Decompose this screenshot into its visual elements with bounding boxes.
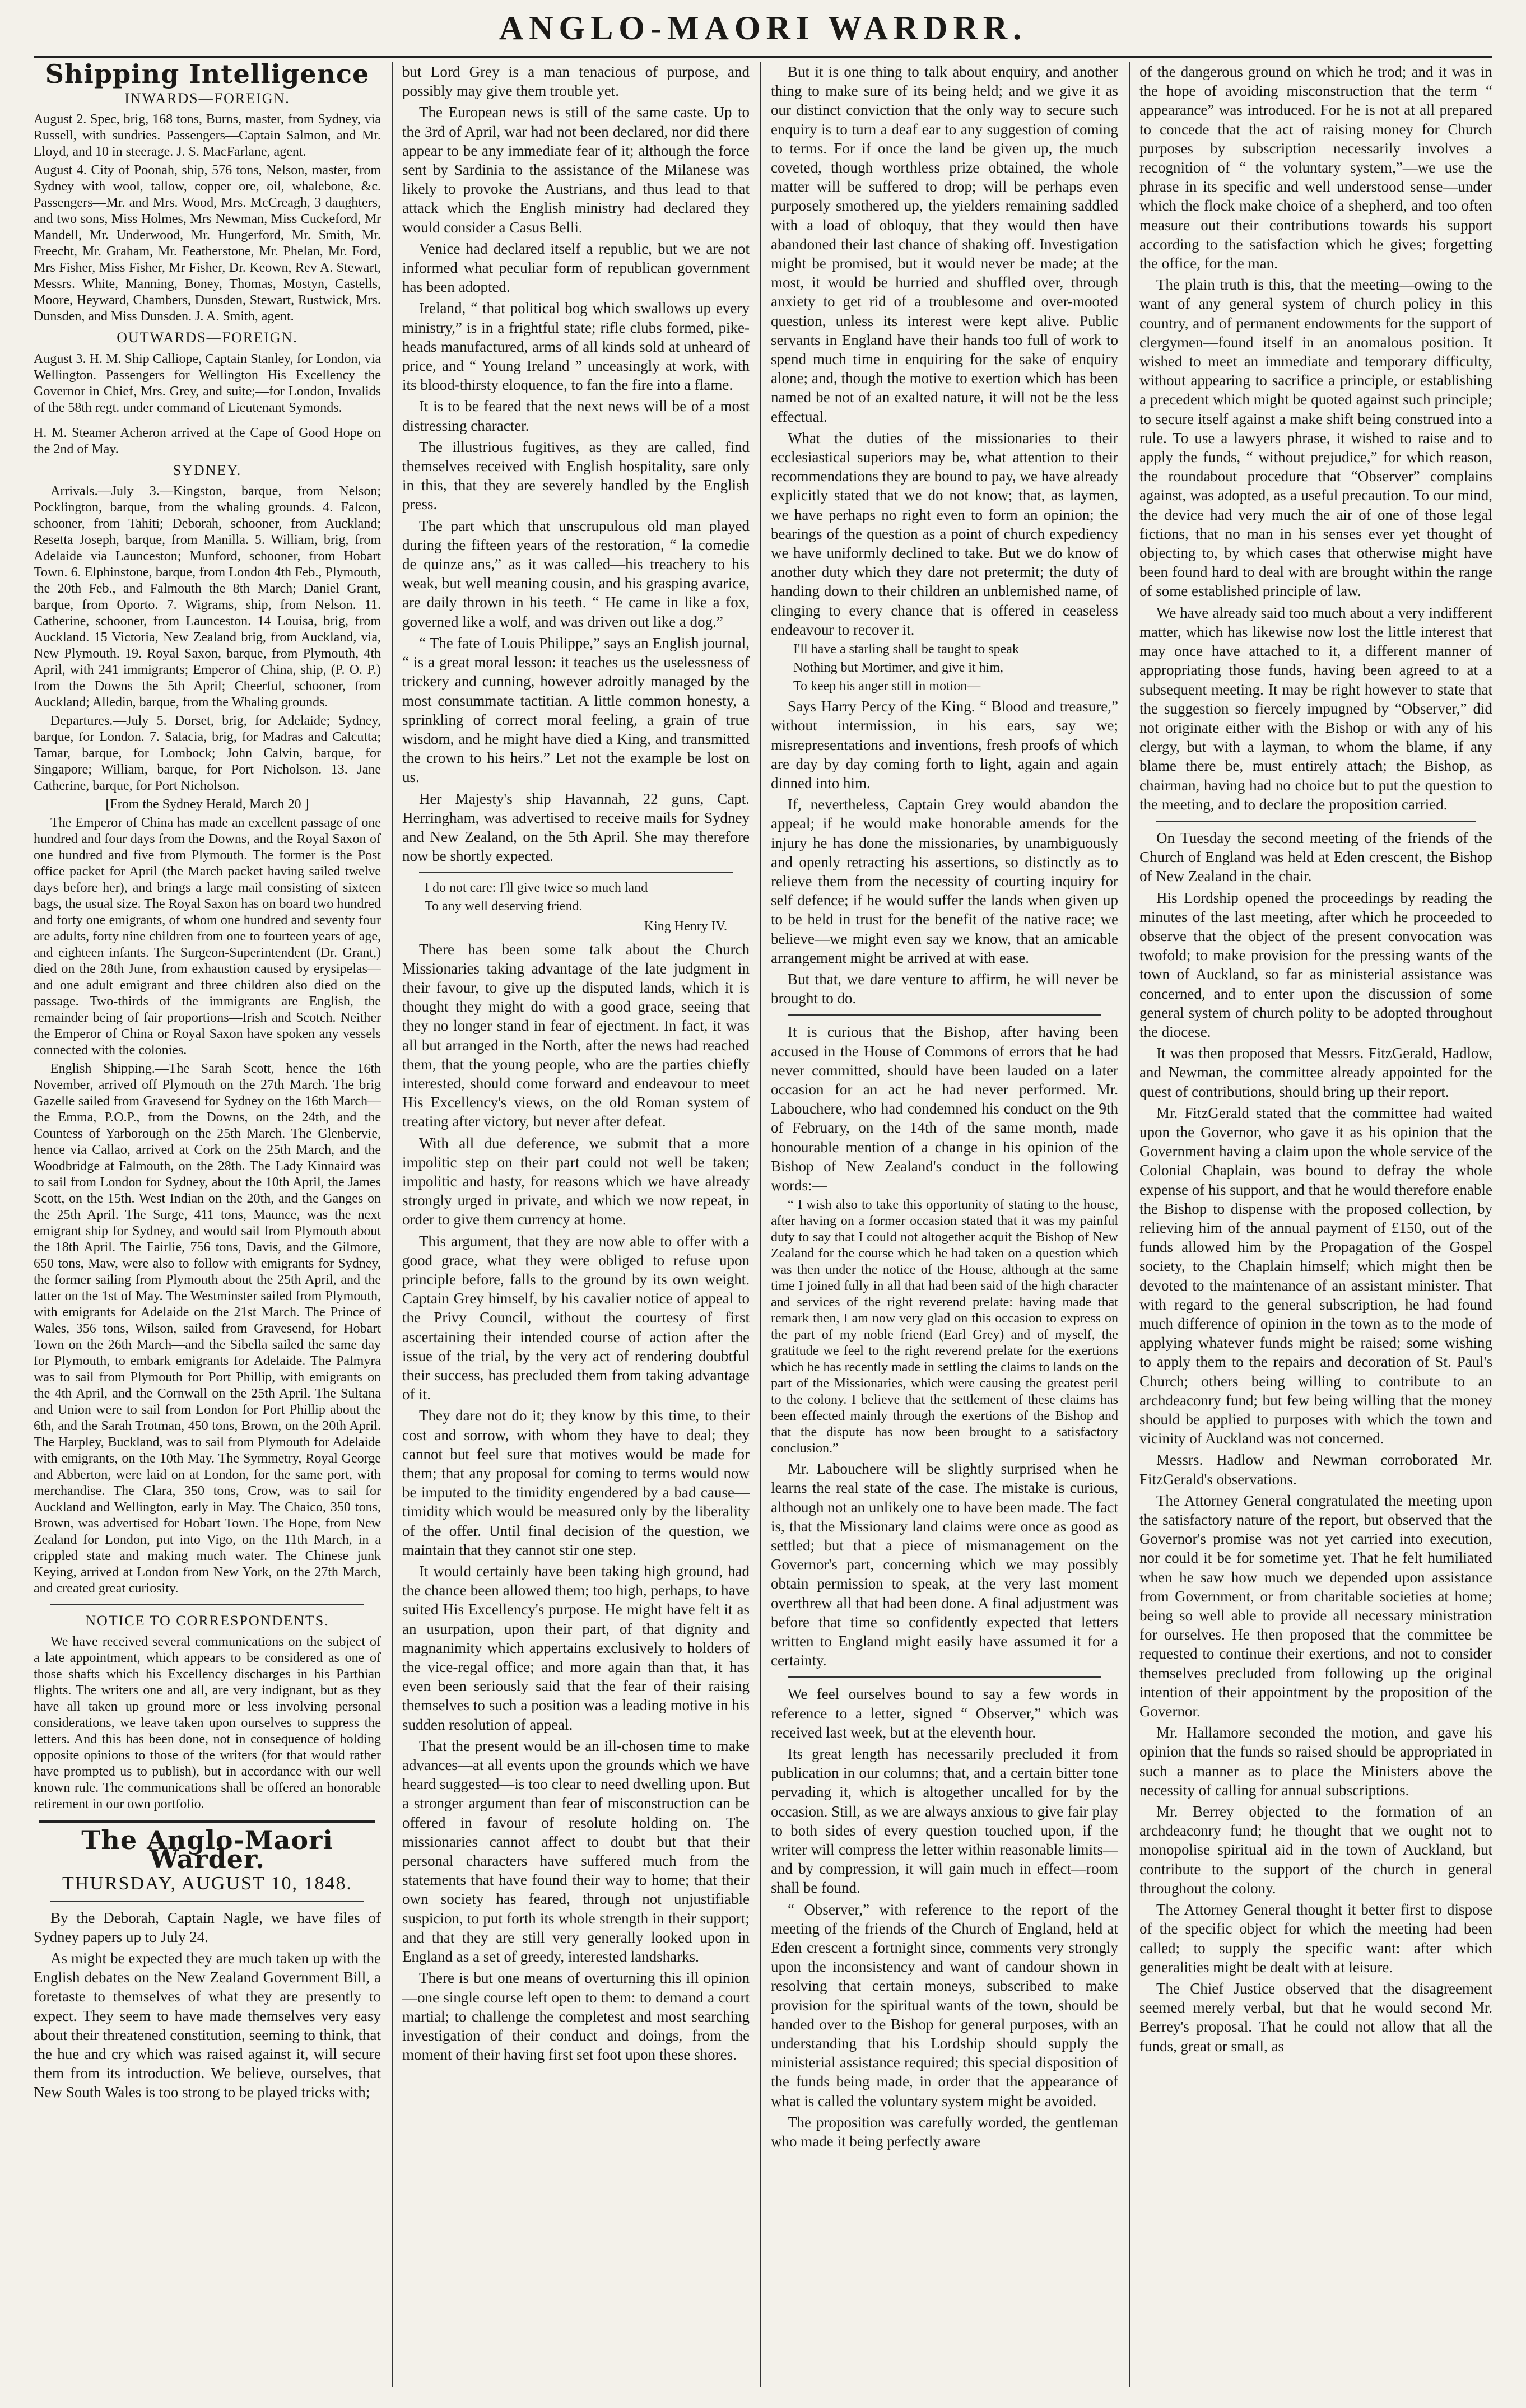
article-paragraph: Mr. Hallamore seconded the motion, and gave his opinion that the funds so raised should be appropriated in such a manner as to place the Ministers above the necessity of calling for annual subscriptions.	[1139, 1724, 1492, 1799]
article-paragraph: Mr. Labouchere will be slightly surprised when he learns the real state of the case. The mistake is curious, although not an unlikely one to have been made. The fact is, that the Missionary land claims were once as good as settled; but that a piece of mismanagement on the Governor's part, concerning which we may possibly obtain permission to speak, at the very last moment overthrew all that had been done. A final adjustment was before that time so confidently expected that letters written to England might easily have assumed it for a certainty.	[771, 1460, 1118, 1669]
lead-paragraph: By the Deborah, Captain Nagle, we have files of Sydney papers up to July 24.	[34, 1909, 381, 1945]
article-paragraph: Ireland, “ that political bog which swallows up every ministry,” is in a frightful state; rifle clubs formed, pike-heads manufactured, arms of all kinds sold at unheard of price, and “ Young Ireland ” unceasingly at work, with its blood-thirsty eloquence, to fan the fire into a flame.	[402, 300, 750, 394]
notice-text: We have received several communications on the subject of a late appointment, which appears to be considered as one of those shafts which his Excellency discharges in his Parthian flights. The writers one and all, are very indignant, but as they have all taken up ground more or less involving personal considerations, we leave taken upon ourselves to suppress the letters. And this has been done, not in consequence of holding opposite opinions to those of the writers (for that would rather have prompted us to publish), but in accordance with our well known rule. The communications shall be offered an honorable retirement in our own portfolio.	[34, 1634, 381, 1812]
article-paragraph: It would certainly have been taking high ground, had the chance been allowed them; too high, perhaps, to have suited His Excellency's purpose. He might have felt it as an usurpation, upon their part, of that dignity and magnanimity which appertains exclusively to holders of the vice-regal office; and more again than that, it has even been seriously said that the fear of their raising themselves to such a position was a leading motive in his sudden resolution of appeal.	[402, 1563, 750, 1733]
column-2	[402, 62, 750, 2387]
article-paragraph: The European news is still of the same caste. Up to the 3rd of April, war had not been declared, nor did there appear to be any immediate fear of it; although the force sent by Sardinia to the assistance of the Milanese was likely to provoke the Austrians, and thus lead to that attack which the English ministry had declared they would consider a Casus Belli.	[402, 104, 750, 236]
outwards-entry: H. M. Steamer Acheron arrived at the Cape of Good Hope on the 2nd of May.	[34, 425, 381, 457]
shipping-heading: Shipping Intelligence	[45, 62, 370, 89]
herald-paragraph: English Shipping.—The Sarah Scott, hence the 16th November, arrived off Plymouth on the 27th March. The brig Gazelle sailed from Gravesend for Sydney on the 16th March—the Emma, P.O.P., from the Downs, on the 24th, and the Countess of Yarborough on the 25th March. The Glenbervie, hence via Callao, arrived at Cork on the 25th March, and the Woodbridge at Falmouth, on the 28th. The Lady Kinnaird was to sail from London for Sydney, about the 10th April, the James Scott, on the 15th. West Indian on the 20th, and the Ganges on the 25th April. The Surge, 411 tons, Maunce, was the next emigrant ship for Sydney, and would sail from Plymouth about the 18th April. The Fairlie, 756 tons, Davis, and the Gilmore, 650 tons, Maw, were also to follow with emigrants for Sydney, the former sailing from Plymouth about the 25th April, and the latter on the 1st of May. The Westminster sailed from Plymouth, with emigrants for Adelaide on the 21st March. The Prince of Wales, 356 tons, Wilson, sailed from Gravesend, for Hobart Town on the 26th March—and the Sibella sailed the same day for Plymouth, to embark emigrants for Adelaide. The Palmyra was to sail from Plymouth for Port Phillip, with emigrants on the 4th April, and the Cornwall on the 25th April. The Sultana and Union were to sail from London for Port Phillip about the 6th, and the Sarah Trotman, 450 tons, Brown, on the 20th April. The Harpley, Buckland, was to sail from Plymouth for Adelaide with emigrants, on the 10th May. The Symmetry, Royal George and Abberton, were laid on at London, for the same port, with merchandise. The Clara, 350 tons, Crow, was to sail for Auckland and Wellington, early in May. The Chaico, 350 tons, Brown, was advertised for Hobart Town. The Hope, from New Zealand for London, put into Vigo, on the 11th March, in a crippled state and making much water. The Chinese junk Keying, arrived at London from New York, on the 27th March, and created great curiosity.	[34, 1061, 381, 1596]
article-paragraph: The Chief Justice observed that the disagreement seemed merely verbal, but that he would second Mr. Berrey's proposal. That he could not allow that all the funds, great or small, as	[1139, 1980, 1492, 2055]
column-rule	[760, 62, 761, 2387]
article-paragraph: But it is one thing to talk about enquiry, and another thing to make sure of its being held; and we give it as our distinct conviction that the only way to secure such enquiry is to turn a deaf ear to any suggestion of coming to terms. For if once the land be given up, the much coveted, though worthless prize obtained, the whole matter will be suffered to drop; will be perhaps even purposely smothered up, the yielders remaining saddled with a load of obloquy, that they would then have abandoned their last chance of shaking off. Investigation might be promised, but it would never be made; at the most, it would be hurried and shuffled over, through anxiety to get rid of a troublesome and over-mooted question, unless its interest were kept alive. Public servants in England have their hands too full of work to spend much time in enquiring for the sake of enquiry alone; and, though the motive to exertion which has been named be not of an exalted nature, it will not be the less effectual.	[771, 63, 1118, 425]
epigraph-line: I do not care: I'll give twice so much land	[425, 881, 648, 896]
outwards-heading: OUTWARDS—FOREIGN.	[117, 329, 298, 346]
column-3	[771, 62, 1118, 2387]
inwards-entry: August 4. City of Poonah, ship, 576 tons, Nelson, master, from Sydney with wool, tallow, copper ore, oil, whalebone, &c. Passengers—Mr. and Mrs. Wood, Mrs. McCreagh, 3 daughters, and two sons, Miss Holmes, Mrs Newman, Miss Cuckeford, Mr Mandell, Mr. Underwood, Mr. Hungerford, Mr. Smith, Mr. Freecht, Mr. Graham, Mr. Featherstone, Mr. Phelan, Mr. Ford, Mrs Fisher, Miss Fisher, Mr Fisher, Dr. Keown, Rev A. Stewart, Messrs. White, Manning, Boney, Thomas, Mostyn, Castells, Moore, Heyward, Chambers, Dunsden, Stewart, Rustwick, Mrs. Dunsden, and Miss Dunsden. J. A. Smith, agent.	[34, 163, 381, 324]
inwards-heading: INWARDS—FOREIGN.	[124, 90, 290, 107]
article-paragraph: Its great length has necessarily precluded it from publication in our columns; that, and a certain bitter tone pervading it, which is altogether uncalled for by the occasion. Still, as we are always anxious to give fair play to both sides of every question touched upon, if the writer will compress the letter within reasonable limits—and by compression, it will gain much in effect—room shall be found.	[771, 1745, 1118, 1897]
column-1	[34, 62, 381, 2387]
article-paragraph: The illustrious fugitives, as they are called, find themselves received with English hospitality, sare only in this, that they are severely handled by the English press.	[402, 438, 750, 513]
article-paragraph: Says Harry Percy of the King. “ Blood and treasure,” without intermission, in his ears, say we; misrepresentations and inventions, fresh proofs of which are day by day coming forth to light, again and again dinned into him.	[771, 698, 1118, 791]
article-paragraph: What the duties of the missionaries to their ecclesiastical superiors may be, what attention to their recommendations they are bound to pay, we have already explicitly stated that we do not know; that, as laymen, we have perhaps no right even to form an opinion; the bearings of the question as a point of church expediency we have uniformly declined to take. But we do know of another duty which they dare not pretermit; the duty of handing down to their children an unblemished name, of clinging to every chance that is offered in ceaseless endeavour to recover it.	[771, 429, 1118, 638]
article-paragraph: It was then proposed that Messrs. FitzGerald, Hadlow, and Newman, the committee already appointed for the quest of contributions, should bring up their report.	[1139, 1045, 1492, 1100]
inwards-entry: August 2. Spec, brig, 168 tons, Burns, master, from Sydney, via Russell, with sundries. Passengers—Captain Salmon, and Mr. Lloyd, and 10 in steerage. J. S. MacFarlane, agent.	[34, 112, 381, 160]
article-paragraph: The plain truth is this, that the meeting—owing to the want of any general system of church policy in this country, and of permanent endowments for the support of clergymen—found itself in an anomalous position. It wished to meet an immediate and temporary difficulty, without appearing to sacrifice a principle, or establishing a precedent which might be quoted against such principle; to secure itself against a make shift being construed into a rule. To use a lawyers phrase, it wished to raise and to apply the funds, “ without prejudice,” for which reason, the roundabout procedure that “Observer” complains against, was adopted, as a useful precaution. To our mind, the device had very much the air of one of those legal fictions, that no man in his senses ever yet thought of objecting to, by which cases that otherwise might have been found hard to deal with are brought within the range of some established principle of law.	[1139, 276, 1492, 600]
article-paragraph: It is to be feared that the next news will be of a most distressing character.	[402, 398, 750, 434]
article-paragraph: This argument, that they are now able to offer with a good grace, what they were obliged to refuse upon principle before, falls to the ground by its own weight. Captain Grey himself, by his cavalier notice of appeal to the Privy Council, without the courtesy of first ascertaining their intended course of action after the issue of the trial, by the very act of rendering doubtful their success, has precluded them from taking advantage of it.	[402, 1232, 750, 1403]
article-paragraph: There is but one means of overturning this ill opinion—one single course left open to them: to demand a court martial; to challenge the completest and most searching investigation of their conduct and doings, from the moment of their having first set foot upon these shores.	[402, 1969, 750, 2064]
article-paragraph: On Tuesday the second meeting of the friends of the Church of England was held at Eden crescent, the Bishop of New Zealand in the chair.	[1139, 829, 1492, 885]
article-paragraph: but Lord Grey is a man tenacious of purpose, and possibly may give them trouble yet.	[402, 63, 750, 100]
article-paragraph: The part which that unscrupulous old man played during the fifteen years of the restoration, “ la comedie de quinze ans,” as it was called—his treachery to his weak, but well meaning cousin, and his grasping avarice, are daily thrown in his teeth. “ He came in like a fox, governed like a wolf, and was driven out like a dog.”	[402, 517, 750, 630]
paper-title: The Anglo-Maori Warder.	[81, 1825, 333, 1875]
article-paragraph: With all due deference, we submit that a more impolitic step on their part could not well be taken; impolitic and hasty, for reasons which we have already strongly urged in private, and which we now repeat, in order to give them currency at home.	[402, 1134, 750, 1228]
article-paragraph: That the present would be an ill-chosen time to make advances—at all events upon the grounds which we have heard suggested—is too clear to need dwelling upon. But a stronger argument than fear of misconstruction can be offered in favour of resolute holding on. The missionaries cannot affect to doubt but that their personal characters have suffered much from the statements that have found their way to home; that their own society has feared, through not unjustifiable suspicion, to put forth its whole strength in their support; and that they are still very generally looked upon in England as a set of greedy, interested landsharks.	[402, 1737, 750, 1965]
article-paragraph: But that, we dare venture to affirm, he will never be brought to do.	[771, 970, 1118, 1007]
article-paragraph: There has been some talk about the Church Missionaries taking advantage of the late judgment in their favour, to give up the disputed lands, which it is thought they might do with a good grace, seeing that they no longer stand in fear of ejectment. In fact, it was all but arranged in the North, after the news had reached them, that the young people, who are the parties chiefly interested, should come forward and endeavour to meet His Excellency's views, on the old Roman system of treating after victory, but never after defeat.	[402, 940, 750, 1130]
article-paragraph: Her Majesty's ship Havannah, 22 guns, Capt. Herringham, was advertised to receive mails for Sydney and New Zealand, on the 5th April. She may therefore now be shortly expected.	[402, 790, 750, 865]
article-paragraph: Venice had declared itself a republic, but we are not informed what peculiar form of republican government has been adopted.	[402, 240, 750, 296]
article-paragraph: We have already said too much about a very indifferent matter, which has likewise now lost the little interest that may once have attached to it, a different manner of appropriating those funds, having been agreed to at a subsequent meeting. It may be right however to state that the suggestion so fiercely impugned by “Observer,” did not originate either with the Bishop or with any of his clergy, but with a layman, to whom the blame, if any blame there be, must entirely attach; the Bishop, as chairman, having had no choice but to put the question to the meeting, and to declare the proposition carried.	[1139, 604, 1492, 813]
article-paragraph: Messrs. Hadlow and Newman corroborated Mr. FitzGerald's observations.	[1139, 1451, 1492, 1488]
article-paragraph: The Attorney General thought it better first to dispose of the specific object for which the meeting had been called; to supply the specific want: after which generalities might be dealt with at leisure.	[1139, 1901, 1492, 1976]
column-rule	[1129, 62, 1130, 2387]
article-paragraph: Mr. FitzGerald stated that the committee had waited upon the Governor, who gave it as his opinion that the Government having a claim upon the whole service of the Colonial Chaplain, was bound to defray the whole expense of his support, and that he would therefore enable the Bishop to dispense with the proposed collection, by relieving him of the annual payment of £150, out of the funds allowed him by the Propagation of the Gospel society, to the Chaplain himself; which might then be devoted to the maintenance of an assistant minister. That with regard to the general subscription, he had found much difference of opinion in the town as to the mode of applying whatever funds might be raised; some wishing to apply them to the repairs and decoration of St. Paul's Church; others being willing to contribute to an archdeaconry fund; but few being willing that the money should be applied to purposes with which the town and vicinity of Auckland was not concerned.	[1139, 1104, 1492, 1447]
article-paragraph: Mr. Berrey objected to the formation of an archdeaconry fund; he thought that we ought not to monopolise spiritual aid in the town of Auckland, but contribute to the support of the church in general throughout the colony.	[1139, 1803, 1492, 1897]
verse-line: To keep his anger still in motion—	[793, 679, 981, 694]
sydney-departures: Departures.—July 5. Dorset, brig, for Adelaide; Sydney, barque, for London. 7. Salacia, brig, for Madras and Calcutta; Tamar, barque, for Lombock; John Calvin, barque, for Singapore; William, barque, for Port Nicholson. 13. Jane Catherine, barque, for Port Nicholson.	[34, 713, 381, 793]
sydney-heading: SYDNEY.	[173, 462, 242, 478]
labouchere-quote: “ I wish also to take this opportunity of stating to the house, after having on a former occasion stated that it was my painful duty to say that I could not altogether acquit the Bishop of New Zealand for the course which he had taken on a question which was then under the notice of the House, although at the same time I joined fully in all that had been said of the high character and services of the right reverend prelate: having made that remark then, I am now very glad on this occasion to express on the part of my noble friend (Earl Grey) and of myself, the gratitude we feel to the right reverend prelate for the exertions which he has recently made in settling the claims to lands on the part of the Missionaries, which were causing the greatest peril to the colony. I believe that the settlement of these claims has been effected mainly through the exertions of the Bishop and that the dispute has now been brought to a satisfactory conclusion.”	[771, 1198, 1118, 1456]
article-paragraph: His Lordship opened the proceedings by reading the minutes of the last meeting, after which he proceeded to observe that the object of the present convocation was twofold; to make provision for the pressing wants of the town of Auckland, so far as ministerial assistance was concerned, and to enter upon the discussion of some general system of church polity to be adopted throughout the diocese.	[1139, 889, 1492, 1040]
article-paragraph: It is curious that the Bishop, after having been accused in the House of Commons of errors that he had never committed, should have been lauded on a later occasion for an act he had never performed. Mr. Labouchere, who had condemned his conduct on the 9th of February, on the 14th of the same month, made honourable mention of a change in his opinion of the Bishop of New Zealand's conduct in the following words:—	[771, 1023, 1118, 1194]
issue-date: THURSDAY, AUGUST 10, 1848.	[62, 1873, 353, 1894]
article-paragraph: They dare not do it; they know by this time, to their cost and sorrow, with whom they have to deal; they cannot but feel sure that motives would be made for them; that any proposal for coming to terms would now be imputed to the timidity engendered by a bad cause—timidity which would be measured only by the liberality of the offer. Until final decision of the question, we maintain that they cannot stir one step.	[402, 1407, 750, 1558]
epigraph-attribution: King Henry IV.	[644, 919, 727, 934]
article-paragraph: If, nevertheless, Captain Grey would abandon the appeal; if he would make honorable amends for the injury he has done the missionaries, by unambiguously and openly retracting his assertions, so distinctly as to relieve them from the necessity of courting inquiry for self defence; if he would suffer the lands when given up to be held in trust for the benefit of the native race; we believe—we might even say we know, that an amicable arrangement might be arrived at with ease.	[771, 796, 1118, 966]
masthead: ANGLO-MAORI WARDRR.	[499, 10, 1027, 46]
article-paragraph: “ Observer,” with reference to the report of the meeting of the friends of the Church of England, held at Eden crescent a fortnight since, comments very strongly upon the inconsistency and want of candour shown in resolving that certain moneys, subscribed to make provision for the spiritual wants of the town, should be handed over to the Bishop for general purposes, with an understanding that his Lordship should supply the ministerial assistance required; this special disposition of the funds being made, in order that the appearance of what is called the voluntary system might be avoided.	[771, 1901, 1118, 2109]
epigraph-line: To any well deserving friend.	[425, 899, 583, 914]
article-paragraph: We feel ourselves bound to say a few words in reference to a letter, signed “ Observer,” which was received last week, but at the eleventh hour.	[771, 1685, 1118, 1741]
notice-heading: NOTICE TO CORRESPONDENTS.	[85, 1612, 329, 1629]
article-paragraph: The proposition was carefully worded, the gentleman who made it being perfectly aware	[771, 2113, 1118, 2150]
column-rule	[392, 62, 393, 2387]
column-4	[1139, 62, 1492, 2387]
verse-line: Nothing but Mortimer, and give it him,	[793, 660, 1003, 676]
newspaper-page	[34, 56, 1492, 2393]
article-paragraph: “ The fate of Louis Philippe,” says an English journal, “ is a great moral lesson: it teaches us the uselessness of trickery and cunning, however adroitly managed by the most consummate tactitian. A little common honesty, a sprinkling of correct moral feeling, a grain of true wisdom, and he might have died a King, and transmitted the crown to his heirs.” Let not the example be lost on us.	[402, 634, 750, 786]
herald-heading: [From the Sydney Herald, March 20 ]	[105, 797, 309, 812]
article-paragraph: The Attorney General congratulated the meeting upon the satisfactory nature of the report, but observed that the Governor's promise was not yet carried into execution, nor could it be for sometime yet. That he felt humiliated when he saw how much we depended upon assistance from Government, or from charitable societies at home; being so well able to provide all necessary ministration for ourselves. He then proposed that the committee be requested to continue their exertions, and not to consider themselves precluded from following up the original intention of their appointment by the proposition of the Governor.	[1139, 1492, 1492, 1720]
lead-paragraph: As might be expected they are much taken up with the English debates on the New Zealand Government Bill, a foretaste to themselves of what they are presently to expect. They seem to have made themselves very easy about their threatened constitution, seeming to think, that the hue and cry which was raised against it, will secure them from its introduction. We believe, ourselves, that New South Wales is too strong to be played tricks with;	[34, 1950, 381, 2101]
outwards-entry: August 3. H. M. Ship Calliope, Captain Stanley, for London, via Wellington. Passengers for Wellington His Excellency the Governor in Chief, Mrs. Grey, and suite;—for London, Invalids of the 58th regt. under command of Lieutenant Symonds.	[34, 351, 381, 415]
verse-line: I'll have a starling shall be taught to speak	[793, 642, 1019, 657]
article-paragraph: of the dangerous ground on which he trod; and it was in the hope of avoiding misconstruction that the term “ appearance” was introduced. For he is not at all prepared to concede that the act of raising money for Church purposes by subscription necessarily involves a recognition of “ the voluntary system,”—we use the phrase in its specific and well understood sense—under which the flock make choice of a shepherd, and too often measure out their contributions towards his support according to the satisfaction which he gives; forgetting the office, for the man.	[1139, 63, 1492, 272]
herald-paragraph: The Emperor of China has made an excellent passage of one hundred and four days from the Downs, and the Royal Saxon of one hundred and five from Plymouth. The former is the Post office packet for April (the March packet having sailed twelve days before her), and brings a large mail consisting of sixteen bags, the usual size. The Royal Saxon has on board two hundred and forty one emigrants, of whom one hundred and seventy four are adults, forty nine children from one to fourteen years of age, and eighteen infants. The Surgeon-Superintendent (Dr. Grant,) died on the 28th June, from exhaustion caused by erysipelas—and one adult emigrant and three children also died on the passage. Two-thirds of the immigrants are English, the remainder being of fair proportions—Irish and Scotch. Neither the Emperor of China or Royal Saxon have spoken any vessels connected with the colonies.	[34, 815, 381, 1058]
sydney-arrivals: Arrivals.—July 3.—Kingston, barque, from Nelson; Pocklington, barque, from the whaling grounds. 4. Falcon, schooner, from Tahiti; Deborah, schooner, from Auckland; Resetta Joseph, barque, from Manilla. 5. William, brig, from Adelaide via Launceston; Munford, schooner, from Hobart Town. 6. Elphinstone, barque, from London 4th Feb., Plymouth, the 20th Feb., and Falmouth the 8th March; Daniel Grant, barque, from Oporto. 7. Wigrams, ship, from Nelson. 11. Catherine, schooner, from Launceston. 14 Louisa, brig, from Auckland. 15 Victoria, New Zealand brig, from Auckland, via, New Plymouth. 19. Royal Saxon, barque, from Plymouth, 4th April, with 241 immigrants; Emperor of China, ship, (P. O. P.) from the Downs the 5th April; Cheerful, schooner, from Auckland; Alledin, barque, from the Whaling grounds.	[34, 483, 381, 710]
